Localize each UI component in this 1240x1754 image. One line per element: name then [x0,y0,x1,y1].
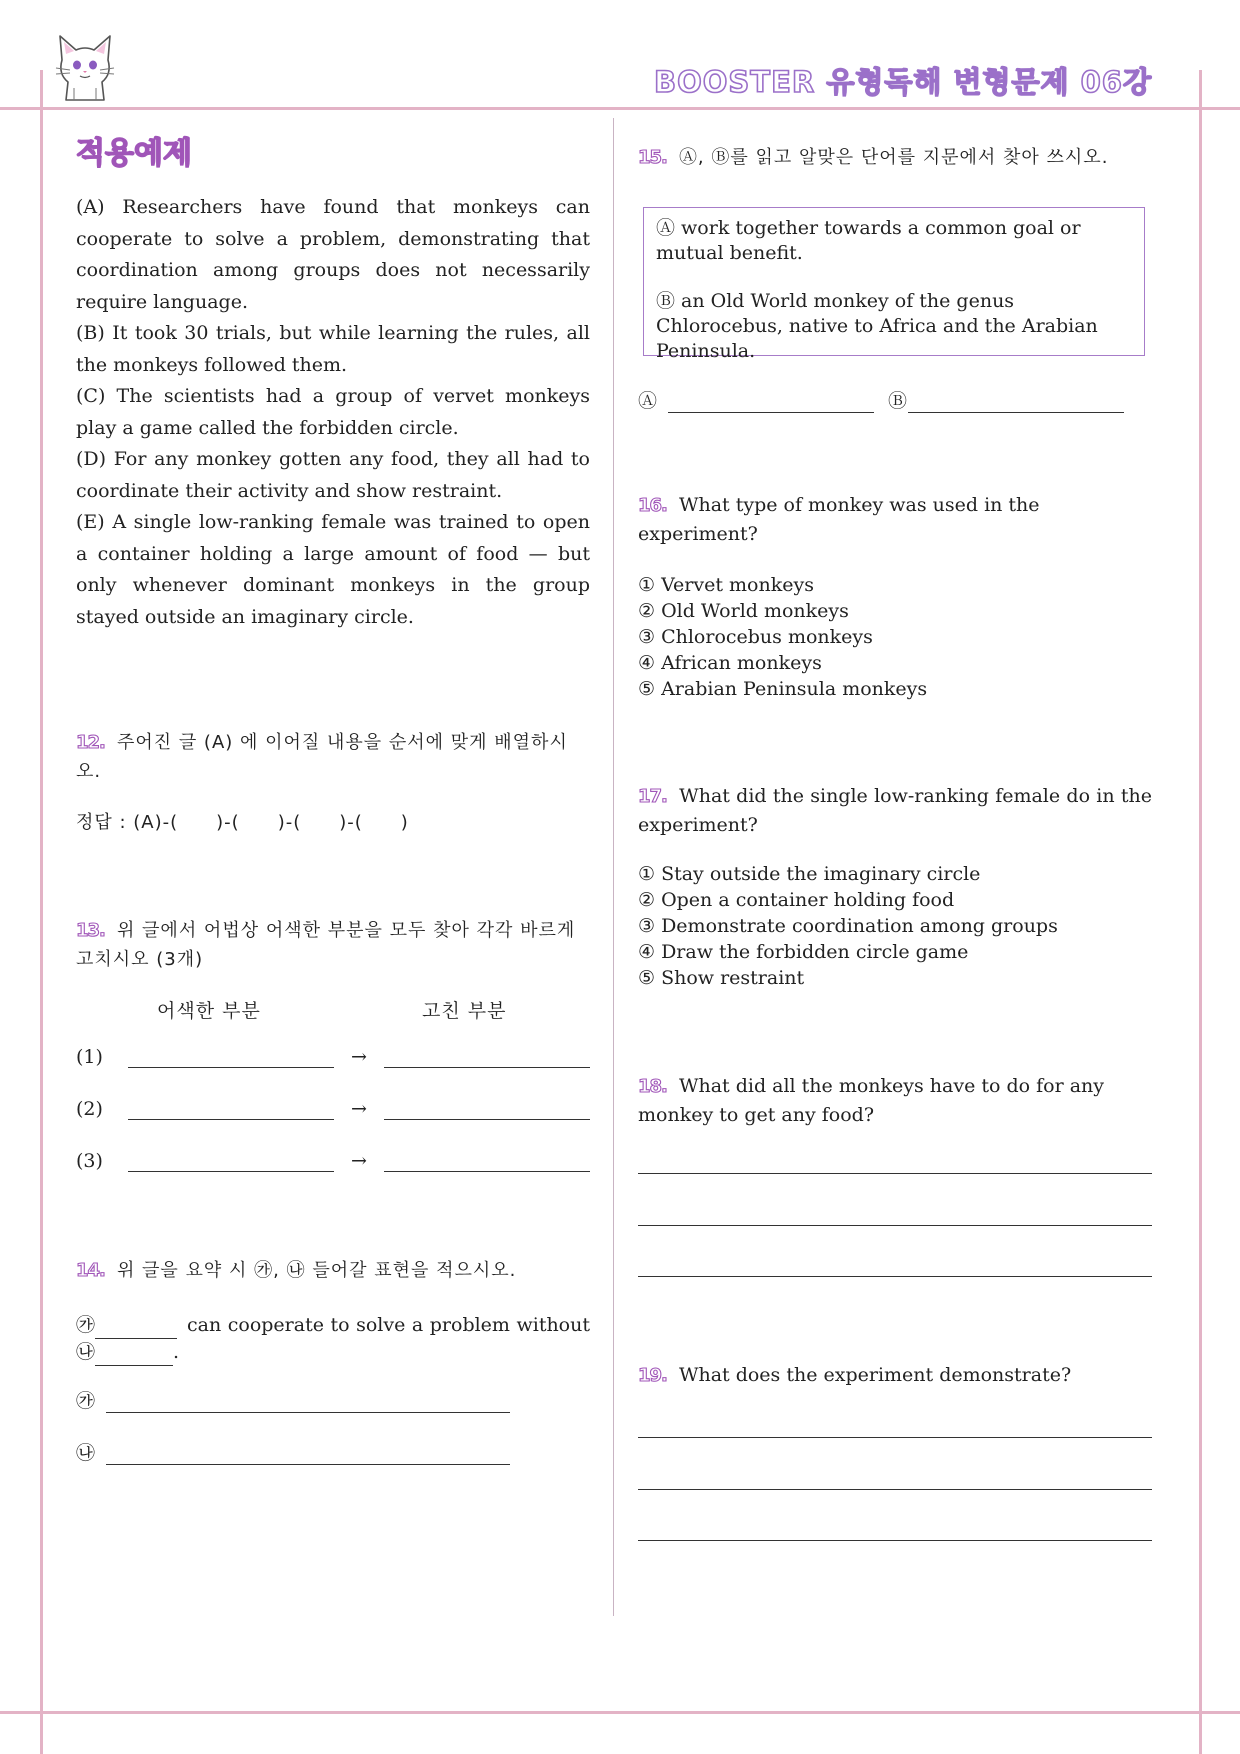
question-prompt: 위 글에서 어법상 어색한 부분을 모두 찾아 각각 바르게 고치시오 (3개) [76,920,576,970]
question-prompt: What does the experiment demonstrate? [678,1364,1072,1386]
answer-blank-a[interactable] [668,412,874,413]
definition-box [643,207,1145,362]
blank-mark-a: ㉮ [76,1314,96,1336]
option-5[interactable]: ⑤ Show restraint [638,967,805,989]
question-number: 16. [638,495,667,516]
option-2[interactable]: ② Open a container holding food [638,889,955,911]
option-4[interactable]: ④ Draw the forbidden circle game [638,941,969,963]
answer-row-b [76,1438,510,1465]
option-4[interactable]: ④ African monkeys [638,652,822,674]
q12-answer-row[interactable] [76,808,409,834]
section-title: 적용예제 [76,136,192,171]
answer-line[interactable] [638,1173,1152,1174]
row-label: (2) [76,1098,103,1120]
question-prompt: What type of monkey was used in the experiment? [638,494,1040,545]
q15-answer-row [638,386,1124,413]
question-number: 18. [638,1076,667,1097]
page-header-title: BOOSTER 유형독해 변형문제 06강 [654,65,1152,99]
fixed-part-blank[interactable] [384,1067,590,1068]
row-label: (1) [76,1046,103,1068]
passage-paragraph-a: (A) Researchers have found that monkeys can cooperate to solve a problem, demonstrating that coordination among groups does not necessarily require language. [76,196,590,313]
answer-line[interactable] [638,1540,1152,1541]
q17-options [638,861,1058,991]
cat-mascot-icon [52,30,118,106]
definition-b: Ⓑ an Old World monkey of the genus Chlorocebus, native to Africa and the Arabian Peninsula. [656,290,1098,362]
arrow-icon: → [351,1098,367,1120]
question-15 [638,143,1152,172]
question-number: 17. [638,786,667,807]
question-16 [638,491,1152,548]
blank-mark-b: ㉯ [76,1341,96,1363]
q16-options [638,572,927,702]
question-13 [76,916,590,974]
question-prompt: 주어진 글 (A) 에 이어질 내용을 순서에 맞게 배열하시오. [76,732,568,782]
summary-sentence-text: can cooperate to solve a problem without [187,1314,590,1336]
correction-row-3 [76,1150,590,1172]
footer-rule [0,1711,1240,1714]
question-prompt: Ⓐ, Ⓑ를 읽고 알맞은 단어를 지문에서 찾아 쓰시오. [678,147,1109,168]
summary-sentence-end: . [173,1341,180,1363]
option-3[interactable]: ③ Demonstrate coordination among groups [638,915,1058,937]
summary-blank-a[interactable] [95,1338,177,1339]
row-label: (3) [76,1150,103,1172]
question-17 [638,782,1152,839]
option-5[interactable]: ⑤ Arabian Peninsula monkeys [638,678,928,700]
answer-mark-a: ㉮ [76,1390,96,1412]
answer-blank-b[interactable] [908,412,1124,413]
arrow-icon: → [351,1150,367,1172]
option-2[interactable]: ② Old World monkeys [638,600,849,622]
question-number: 15. [638,147,667,168]
left-border [40,70,43,1754]
fixed-part-blank[interactable] [384,1171,590,1172]
fixed-part-blank[interactable] [384,1119,590,1120]
question-number: 13. [76,920,105,941]
passage-paragraph-c: (C) The scientists had a group of vervet monkeys play a game called the forbidden circle. [76,385,590,439]
summary-blank-b[interactable] [95,1365,173,1366]
answer-order-blanks[interactable]: 정답 : (A)-( )-( )-( )-( ) [76,812,409,833]
answer-label-b: Ⓑ [888,390,908,412]
option-3[interactable]: ③ Chlorocebus monkeys [638,626,873,648]
wrong-part-blank[interactable] [128,1119,334,1120]
header-rule [0,107,1240,110]
answer-line[interactable] [638,1225,1152,1226]
question-number: 12. [76,732,105,753]
right-border [1199,70,1202,1754]
definition-a: Ⓐ work together towards a common goal or mutual benefit. [656,217,1081,264]
column-header-wrong: 어색한 부분 [157,1000,261,1022]
answer-row-a [76,1386,510,1413]
answer-line[interactable] [638,1276,1152,1277]
passage-paragraph-e: (E) A single low-ranking female was trained to open a container holding a large amount of food — but only whenever dominant monkeys in the group stayed outside an imaginary circle. [76,511,590,628]
answer-blank-a[interactable] [106,1412,510,1413]
column-header-fixed: 고친 부분 [422,1000,507,1022]
question-prompt: What did all the monkeys have to do for any monkey to get any food? [638,1075,1105,1126]
answer-blank-b[interactable] [106,1464,510,1465]
answer-line[interactable] [638,1489,1152,1490]
question-number: 14. [76,1260,105,1281]
column-divider [613,118,614,1616]
correction-row-1 [76,1046,590,1068]
question-prompt: What did the single low-ranking female do in the experiment? [638,785,1152,836]
passage-paragraph-d: (D) For any monkey gotten any food, they all had to coordinate their activity and show restraint. [76,448,590,502]
question-19 [638,1361,1152,1390]
answer-line[interactable] [638,1437,1152,1438]
question-18 [638,1072,1152,1129]
answer-mark-b: ㉯ [76,1442,96,1464]
option-1[interactable]: ① Vervet monkeys [638,574,814,596]
question-14 [76,1256,590,1285]
correction-row-2 [76,1098,590,1120]
question-number: 19. [638,1365,667,1386]
option-1[interactable]: ① Stay outside the imaginary circle [638,863,981,885]
question-12 [76,728,590,786]
passage-paragraph-b: (B) It took 30 trials, but while learning the rules, all the monkeys followed them. [76,322,590,376]
question-prompt: 위 글을 요약 시 ㉮, ㉯ 들어갈 표현을 적으시오. [116,1260,517,1281]
answer-label-a: Ⓐ [638,390,658,412]
reading-passage [76,192,590,633]
wrong-part-blank[interactable] [128,1171,334,1172]
summary-sentence [76,1312,590,1366]
arrow-icon: → [351,1046,367,1068]
wrong-part-blank[interactable] [128,1067,334,1068]
